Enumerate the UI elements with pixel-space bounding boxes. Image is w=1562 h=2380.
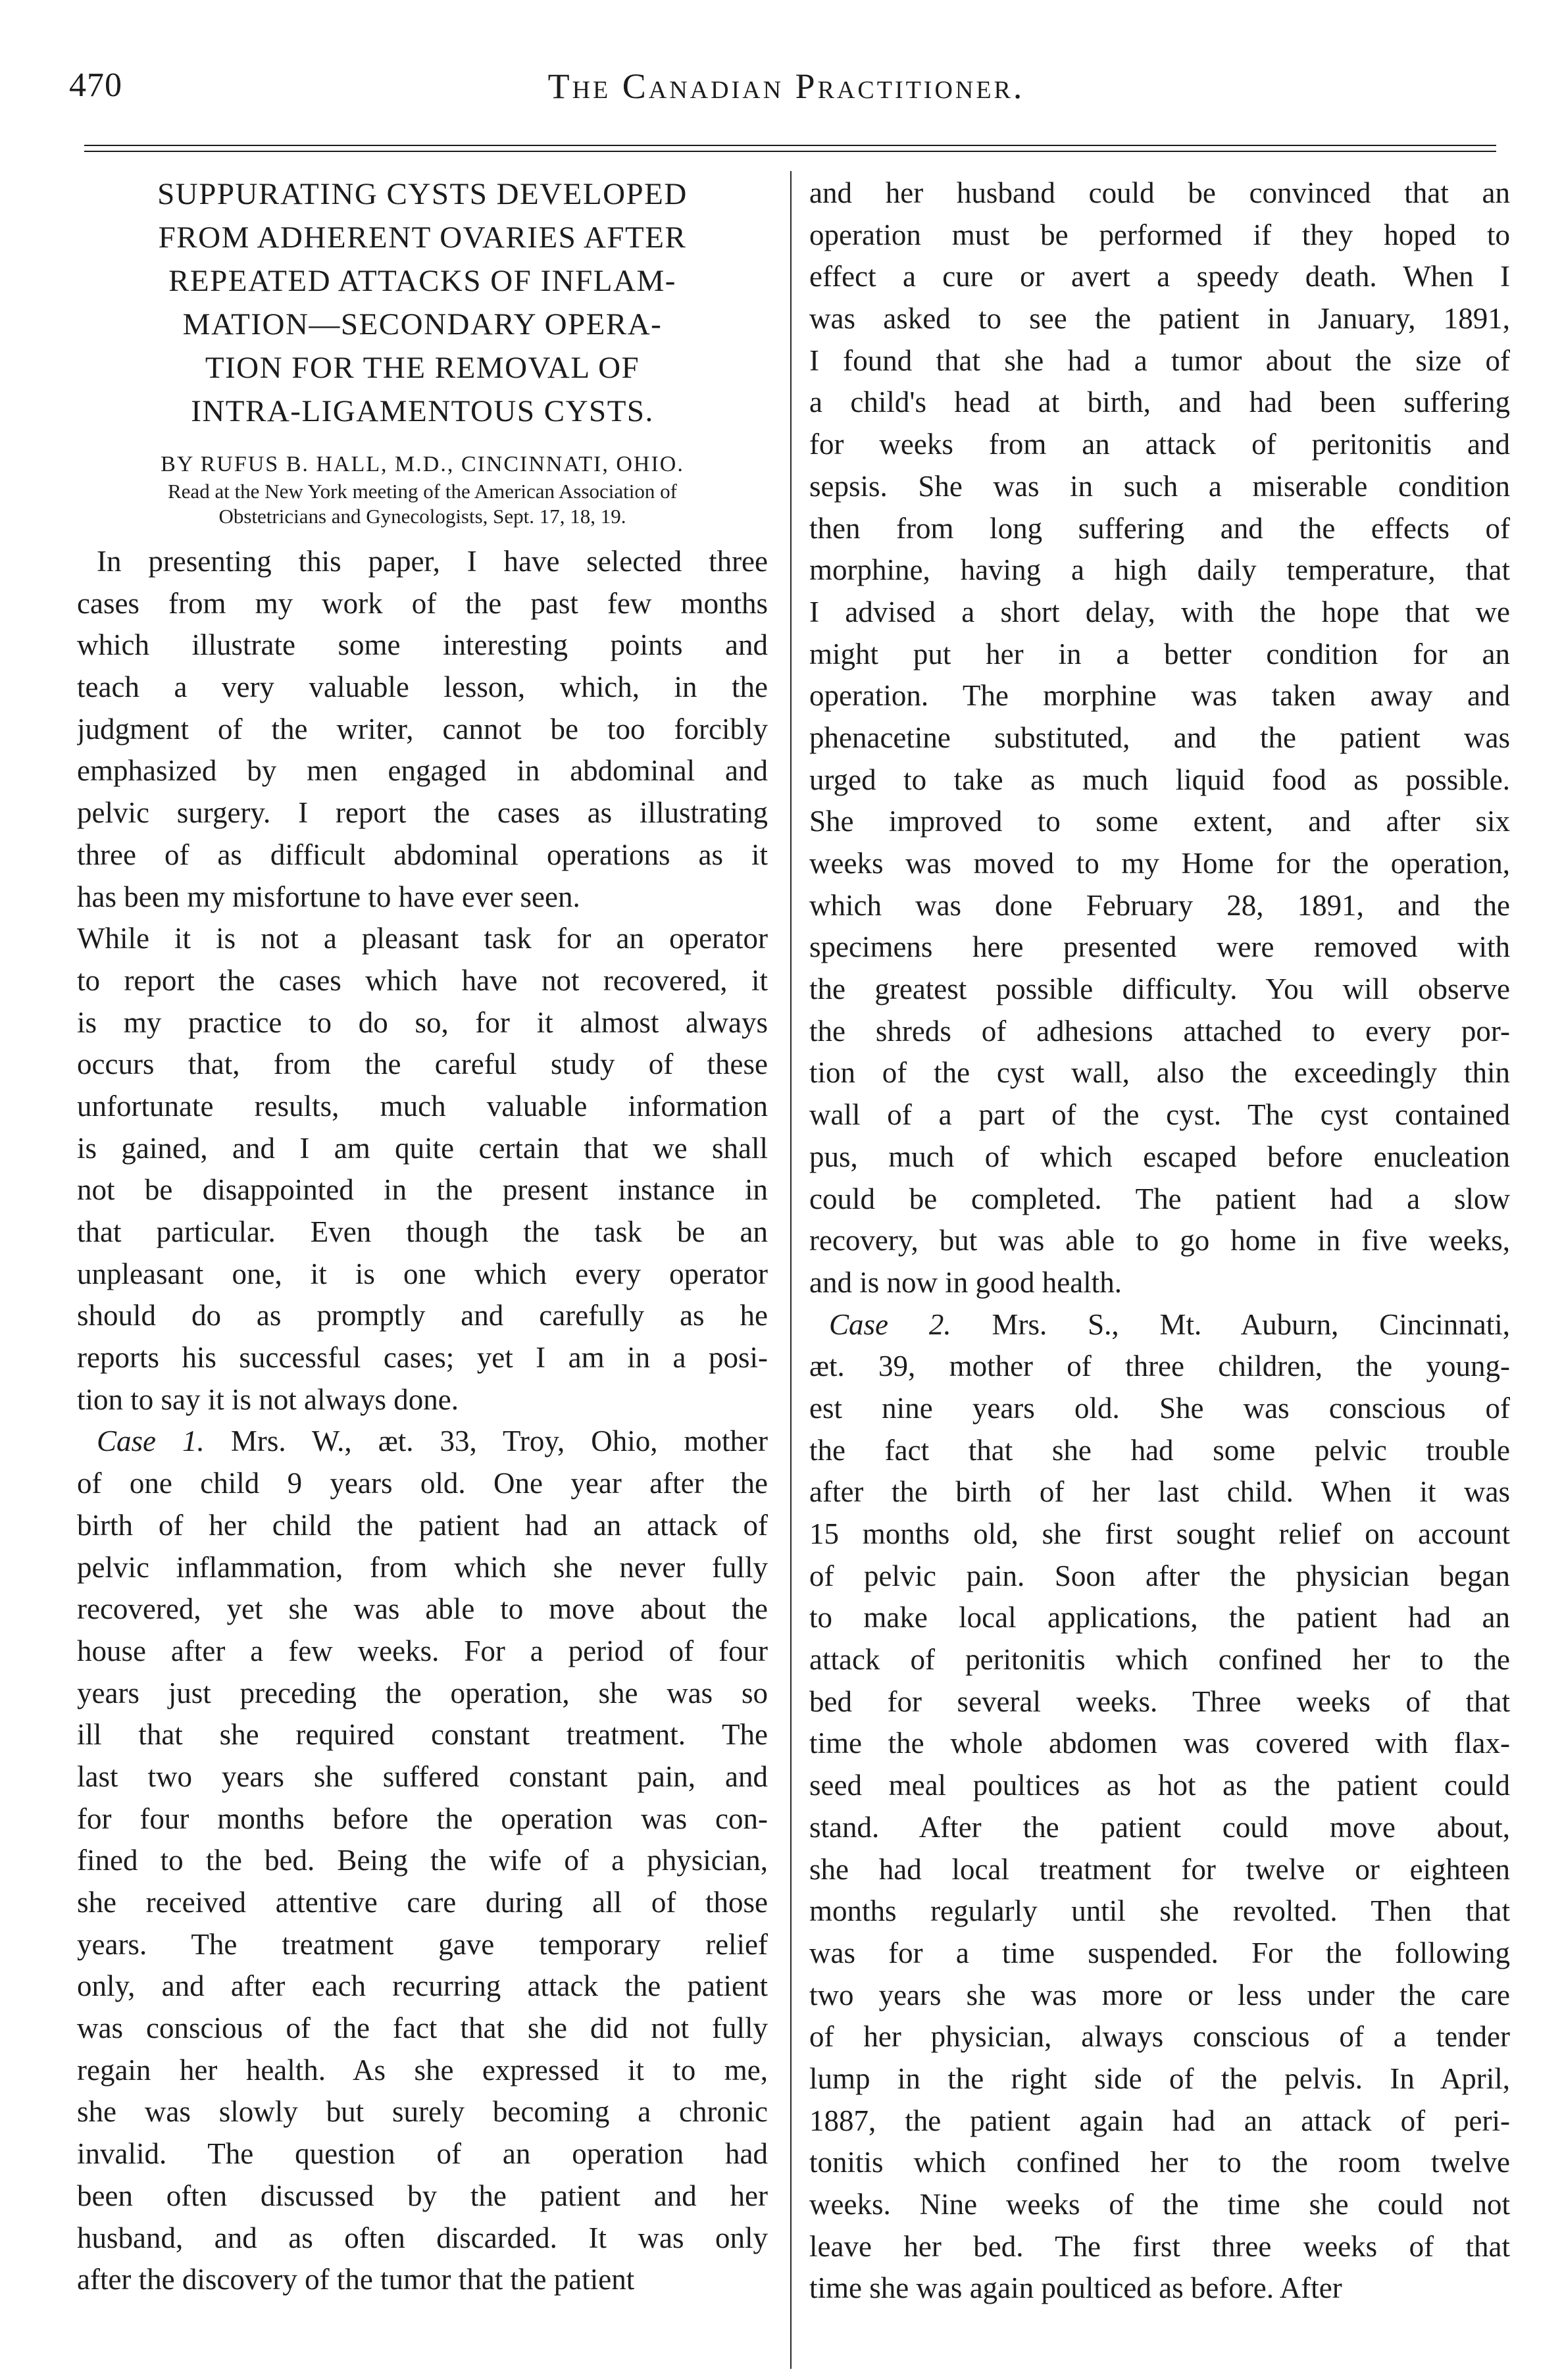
text-line: operation must be performed if they hoped to	[809, 218, 1510, 251]
text-line: tonitis which confined her to the room twelve	[809, 2146, 1510, 2179]
text-line: specimens here presented were removed with	[809, 930, 1510, 964]
text-line: 1887, the patient again had an attack of peri-	[809, 2104, 1510, 2137]
text-line: She improved to some extent, and after six	[809, 805, 1510, 838]
text-line: might put her in a better condition for an	[809, 637, 1510, 671]
text-line: unpleasant one, it is one which every operator	[77, 1257, 768, 1290]
text-line: was conscious of the fact that she did not fully	[77, 2012, 768, 2045]
text-line: seed meal poultices as hot as the patient could	[809, 1769, 1510, 1802]
text-line: of her physician, always conscious of a tender	[809, 2020, 1510, 2054]
text-line: While it is not a pleasant task for an operator	[77, 922, 768, 955]
article-title	[77, 172, 768, 433]
text-line: stand. After the patient could move about,	[809, 1810, 1510, 1844]
text-line: the fact that she had some pelvic trouble	[809, 1433, 1510, 1467]
text-line: occurs that, from the careful study of these	[77, 1048, 768, 1081]
presentation-note	[77, 479, 768, 529]
text-line: lump in the right side of the pelvis. In April,	[809, 2062, 1510, 2095]
text-line: of one child 9 years old. One year after the	[77, 1467, 768, 1500]
text-line: was for a time suspended. For the following	[809, 1936, 1510, 1969]
text-line: for weeks from an attack of peritonitis and	[809, 428, 1510, 461]
text-line: invalid. The question of an operation had	[77, 2137, 768, 2171]
page-header	[69, 66, 1503, 112]
title-line: TION FOR THE REMOVAL OF	[205, 351, 640, 385]
text-line: time the whole abdomen was covered with flax-	[809, 1727, 1510, 1760]
header-rule-bottom	[84, 151, 1496, 152]
text-line: been often discussed by the patient and her	[77, 2179, 768, 2212]
text-line: not be disappointed in the present instance in	[77, 1173, 768, 1207]
text-line: teach a very valuable lesson, which, in the	[77, 671, 768, 704]
text-line: wall of a part of the cyst. The cyst contained	[809, 1098, 1510, 1132]
text-line: could be completed. The patient had a slow	[809, 1182, 1510, 1215]
text-line: phenacetine substituted, and the patient was	[809, 721, 1510, 754]
text-line: and her husband could be convinced that an	[809, 176, 1510, 209]
text-line: tion to say it is not always done.	[77, 1382, 459, 1416]
text-line: pus, much of which escaped before enucleation	[809, 1140, 1510, 1173]
text-line: which was done February 28, 1891, and the	[809, 888, 1510, 922]
text-line: pelvic surgery. I report the cases as illustrating	[77, 796, 768, 830]
page-number: 470	[69, 66, 122, 104]
text-line: only, and after each recurring attack the patient	[77, 1969, 768, 2003]
text-line: after the birth of her last child. When it was	[809, 1475, 1510, 1509]
text-line: æt. 39, mother of three children, the young-	[809, 1350, 1510, 1383]
text-line: Case 2. Mrs. S., Mt. Auburn, Cincinnati,	[829, 1307, 1510, 1341]
text-line: is my practice to do so, for it almost always	[77, 1005, 768, 1039]
text-line: emphasized by men engaged in abdominal and	[77, 754, 768, 788]
text-line: is gained, and I am quite certain that we shall	[77, 1131, 768, 1165]
text-line: effect a cure or avert a speedy death. When I	[809, 260, 1510, 293]
text-line: recovered, yet she was able to move about the	[77, 1592, 768, 1626]
text-line: regain her health. As she expressed it to me,	[77, 2053, 768, 2087]
text-line: then from long suffering and the effects of	[809, 511, 1510, 545]
text-line: weeks. Nine weeks of the time she could not	[809, 2188, 1510, 2221]
note-line: Obstetricians and Gynecologists, Sept. 17, 18, 19.	[218, 505, 626, 528]
text-line: she received attentive care during all of those	[77, 1886, 768, 1919]
text-line: birth of her child the patient had an attack of	[77, 1508, 768, 1542]
right-column	[809, 172, 1510, 2310]
text-line: cases from my work of the past few months	[77, 586, 768, 620]
text-line: and is now in good health.	[809, 1265, 1122, 1299]
text-line: last two years she suffered constant pain, and	[77, 1760, 768, 1793]
header-rule-top	[84, 145, 1496, 146]
text-line: was asked to see the patient in January, 1891,	[809, 302, 1510, 336]
text-line: husband, and as often discarded. It was only	[77, 2221, 768, 2254]
text-line: est nine years old. She was conscious of	[809, 1391, 1510, 1425]
right-body-text	[809, 172, 1510, 2310]
text-line: should do as promptly and carefully as he	[77, 1299, 768, 1332]
text-line: has been my misfortune to have ever seen.	[77, 880, 580, 913]
text-line: 15 months old, she first sought relief on account	[809, 1517, 1510, 1550]
text-line: years. The treatment gave temporary relief	[77, 1927, 768, 1961]
text-line: that particular. Even though the task be an	[77, 1215, 768, 1248]
title-line: REPEATED ATTACKS OF INFLAM-	[168, 264, 676, 298]
column-divider	[790, 171, 792, 2369]
text-line: morphine, having a high daily temperature, that	[809, 553, 1510, 587]
text-line: which illustrate some interesting points and	[77, 628, 768, 662]
text-line: three of as difficult abdominal operations as it	[77, 838, 768, 871]
text-line: bed for several weeks. Three weeks of that	[809, 1684, 1510, 1718]
text-line: a child's head at birth, and had been suffering	[809, 386, 1510, 419]
text-line: months regularly until she revolted. Then that	[809, 1894, 1510, 1928]
text-line: sepsis. She was in such a miserable condition	[809, 469, 1510, 503]
title-line: MATION—SECONDARY OPERA-	[182, 307, 663, 342]
text-line: tion of the cyst wall, also the exceedingly thin	[809, 1056, 1510, 1090]
text-line: unfortunate results, much valuable information	[77, 1089, 768, 1123]
text-line: years just preceding the operation, she was so	[77, 1676, 768, 1709]
text-line: pelvic inflammation, from which she never fully	[77, 1550, 768, 1584]
text-line: reports his successful cases; yet I am in a posi-	[77, 1341, 768, 1375]
text-line: urged to take as much liquid food as possible.	[809, 763, 1510, 796]
text-line: Case 1. Mrs. W., æt. 33, Troy, Ohio, mother	[97, 1425, 768, 1458]
text-line: of pelvic pain. Soon after the physician began	[809, 1559, 1510, 1592]
text-line: weeks was moved to my Home for the operation,	[809, 847, 1510, 880]
text-line: she was slowly but surely becoming a chronic	[77, 2095, 768, 2129]
byline: BY RUFUS B. HALL, M.D., CINCINNATI, OHIO.	[161, 452, 684, 476]
text-line: she had local treatment for twelve or eighteen	[809, 1852, 1510, 1886]
text-line: after the discovery of the tumor that the patient	[77, 2263, 635, 2296]
text-line: recovery, but was able to go home in five weeks,	[809, 1224, 1510, 1257]
text-line: house after a few weeks. For a period of four	[77, 1634, 768, 1667]
running-title: The Canadian Practitioner.	[547, 66, 1025, 106]
left-body-text	[77, 541, 768, 2301]
text-line: I advised a short delay, with the hope that we	[809, 595, 1510, 628]
text-line: to make local applications, the patient had an	[809, 1601, 1510, 1634]
title-line: FROM ADHERENT OVARIES AFTER	[158, 220, 687, 255]
text-line: ill that she required constant treatment. The	[77, 1718, 768, 1752]
text-line: leave her bed. The first three weeks of that	[809, 2229, 1510, 2263]
text-line: the shreds of adhesions attached to every por-	[809, 1014, 1510, 1048]
text-line: I found that she had a tumor about the size of	[809, 343, 1510, 377]
text-line: judgment of the writer, cannot be too forcibly	[77, 712, 768, 746]
text-line: time she was again poulticed as before. After	[809, 2271, 1342, 2305]
left-column	[77, 172, 768, 2301]
text-line: attack of peritonitis which confined her to the	[809, 1643, 1510, 1677]
text-line: to report the cases which have not recovered, it	[77, 963, 768, 997]
title-line: SUPPURATING CYSTS DEVELOPED	[157, 177, 688, 211]
text-line: fined to the bed. Being the wife of a physician,	[77, 1844, 768, 1877]
text-line: for four months before the operation was con-	[77, 1802, 768, 1835]
text-line: the greatest possible difficulty. You will observe	[809, 973, 1510, 1006]
text-line: operation. The morphine was taken away and	[809, 679, 1510, 713]
note-line: Read at the New York meeting of the American Association of	[168, 480, 677, 503]
text-line: In presenting this paper, I have selected three	[97, 545, 768, 578]
title-line: INTRA-LIGAMENTOUS CYSTS.	[191, 394, 654, 428]
text-line: two years she was more or less under the care	[809, 1978, 1510, 2012]
